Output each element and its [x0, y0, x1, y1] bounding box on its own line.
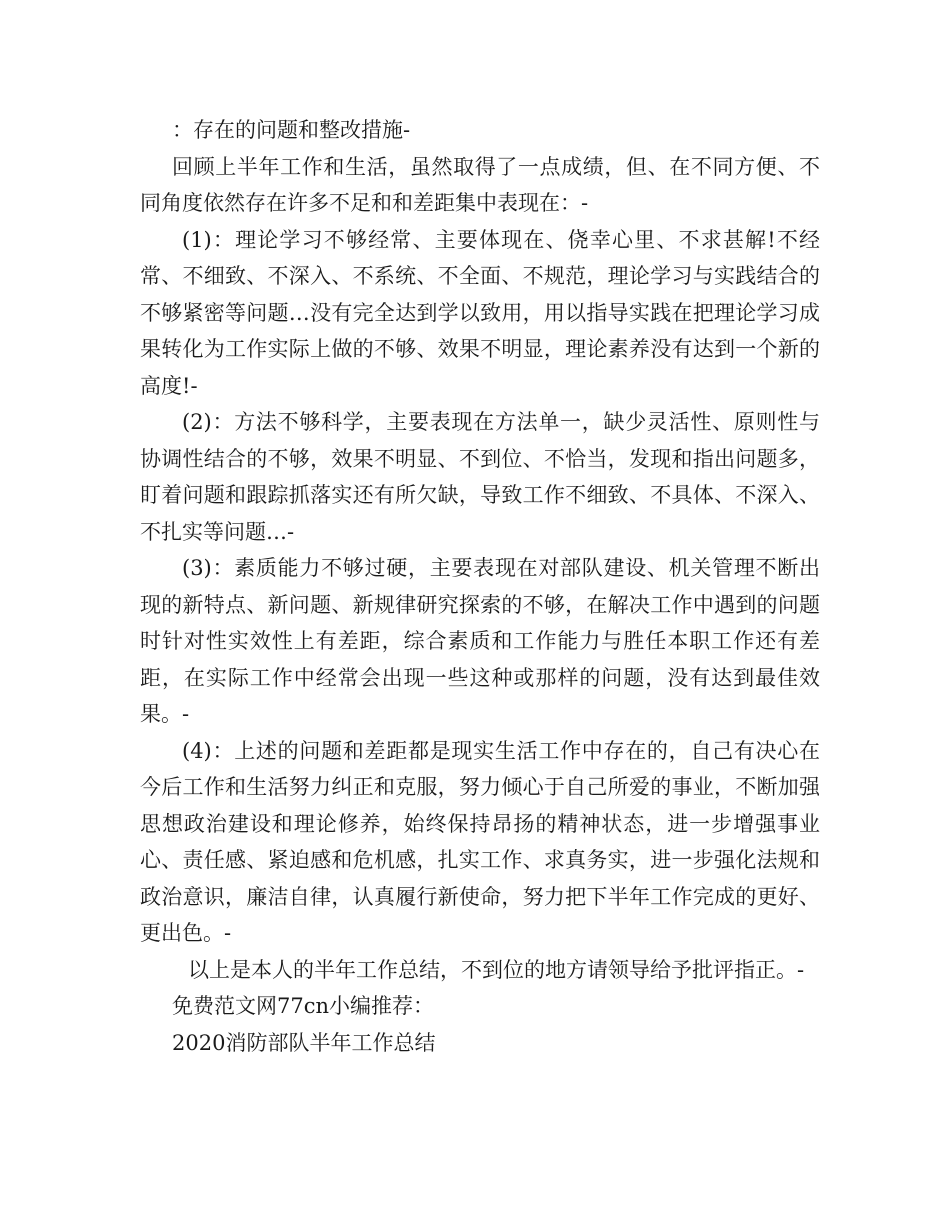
recommend-title: 2020消防部队半年工作总结: [172, 1030, 436, 1055]
section-heading: ：存在的问题和整改措施-: [172, 118, 411, 142]
recommend-label: 免费范文网77cn小编推荐：: [172, 994, 435, 1018]
point-paragraph-2: (2)：方法不够科学，主要表现在方法单一，缺少灵活性、原则性与协调性结合的不够，效果不明显、不到位、不恰当，发现和指出问题多，盯着问题和跟踪抓落实还有所欠缺，导致工作不细致、不具体、不深入、不扎实等问题…-: [140, 410, 820, 544]
point-paragraph-3: (3)：素质能力不够过硬，主要表现在对部队建设、机关管理不断出现的新特点、新问题、新规律研究探索的不够，在解决工作中遇到的问题时针对性实效性上有差距，综合素质和工作能力与胜任本职工作还有差距，在实际工作中经常会出现一些这种或那样的问题，没有达到最佳效果。-: [140, 556, 820, 726]
point-paragraph-1: (1)：理论学习不够经常、主要体现在、侥幸心里、不求甚解!不经常、不细致、不深入、不系统、不全面、不规范，理论学习与实践结合的不够紧密等问题…没有完全达到学以致用，用以指导实践在把理论学习成果转化为工作实际上做的不够、效果不明显，理论素养没有达到一个新的高度!-: [140, 227, 820, 398]
document-body: [140, 112, 820, 1061]
intro-paragraph: 回顾上半年工作和生活，虽然取得了一点成绩，但、在不同方便、不同角度依然存在许多不足和和差距集中表现在：-: [140, 154, 820, 215]
conclusion-paragraph: 以上是本人的半年工作总结，不到位的地方请领导给予批评指正。-: [188, 957, 805, 982]
point-paragraph-4: (4)：上述的问题和差距都是现实生活工作中存在的，自己有决心在今后工作和生活努力纠正和克服，努力倾心于自己所爱的事业，不断加强思想政治建设和理论修养，始终保持昂扬的精神状态，进一步增强事业心、责任感、紧迫感和危机感，扎实工作、求真务实，进一步强化法规和政治意识，廉洁自律，认真履行新使命，努力把下半年工作完成的更好、更出色。-: [140, 738, 820, 945]
